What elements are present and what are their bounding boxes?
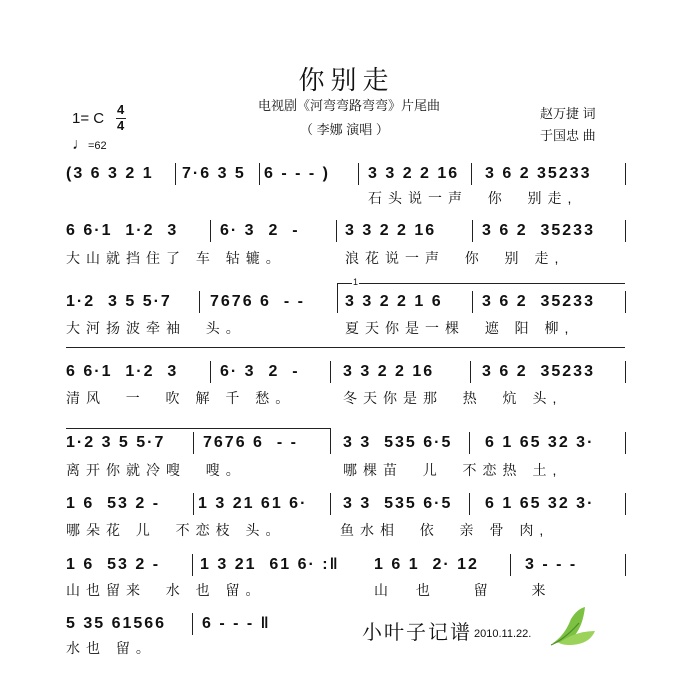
lyrics-line: 哪棵苗 儿 不恋热 土,	[343, 462, 563, 478]
measure: 1 3 21 61 6·	[198, 495, 308, 512]
measure: 7676 6 - -	[210, 293, 305, 310]
measure: 1 6 1 2· 12	[374, 556, 479, 573]
time-sig-bottom: 4	[117, 118, 125, 133]
measure: 7676 6 - -	[203, 434, 298, 451]
measure: 5 35 61566	[66, 615, 167, 632]
measure: 3 3 2 2 16	[345, 222, 437, 239]
measure: 1 6 53 2 -	[66, 495, 161, 512]
subtitle: 电视剧《河弯弯路弯弯》片尾曲	[258, 98, 441, 113]
measure: 6 6·1 1·2 3	[66, 222, 179, 239]
lyrics-line: 哪朵花 儿 不恋枝 头。	[66, 522, 286, 538]
staff-row-3	[0, 291, 693, 317]
staff-row-6	[0, 493, 693, 519]
measure: 3 - - -	[525, 556, 578, 573]
time-sig-top: 4	[117, 102, 125, 117]
staff-row-7	[0, 554, 693, 580]
measure: 6 6·1 1·2 3	[66, 363, 179, 380]
measure: 6 1 65 32 3·	[485, 434, 595, 451]
measure: 3 6 2 35233	[482, 293, 595, 310]
quarter-note-icon: ♩	[72, 136, 88, 153]
measure: 1 6 53 2 -	[66, 556, 161, 573]
lyrics-line: 大河扬波牵袖 头。	[66, 320, 246, 336]
lyrics-line: 水也 留。	[66, 640, 156, 656]
lyrics-line: 夏天你是一棵 遮 阳 柳,	[345, 320, 575, 336]
measure: 3 3 535 6·5	[343, 495, 453, 512]
lyrics-line: 山 也 留 来	[374, 582, 558, 598]
tempo: =62	[88, 140, 107, 152]
signature: 小叶子记谱	[362, 620, 472, 644]
measure: 6 - - - ‖	[202, 615, 271, 632]
song-title: 你别走	[298, 65, 395, 95]
staff-row-1	[0, 163, 693, 189]
lyrics-line: 大山就挡住了 车 轱辘。	[66, 250, 286, 266]
performer: （ 李娜 演唱 ）	[300, 122, 389, 137]
lyrics-line: 山也留来 水 也 留。	[66, 582, 266, 598]
measure: 7·6 3 5	[182, 165, 246, 182]
measure: 3 3 535 6·5	[343, 434, 453, 451]
measure: 6 1 65 32 3·	[485, 495, 595, 512]
measure: 3 6 2 35233	[482, 222, 595, 239]
lyrics-line: 离开你就冷嗖 嗖。	[66, 462, 246, 478]
staff-row-2	[0, 220, 693, 246]
lyrics-line: 鱼水相 依 亲 骨 肉,	[340, 522, 550, 538]
staff-row-4	[0, 361, 693, 387]
measure: 3 6 2 35233	[482, 363, 595, 380]
measure: 3 3 2 2 16	[368, 165, 460, 182]
leaf-icon	[545, 605, 600, 650]
measure: 1·2 3 5 5·7	[66, 293, 172, 310]
composer: 于国忠 曲	[540, 128, 596, 143]
measure: 3 3 2 2 1 6	[345, 293, 443, 310]
lyricist: 赵万捷 词	[540, 106, 596, 121]
date: 2010.11.22.	[474, 628, 532, 640]
measure: (3 6 3 2 1	[66, 165, 154, 182]
lyrics-line: 石头说一声 你 别走,	[368, 190, 578, 206]
measure: 6· 3 2 -	[220, 222, 300, 239]
measure: 3 6 2 35233	[485, 165, 592, 182]
lyrics-line: 冬天你是那 热 炕 头,	[343, 390, 563, 406]
measure: 1·2 3 5 5·7	[66, 434, 166, 451]
lyrics-line: 浪花说一声 你 别 走,	[345, 250, 565, 266]
volta-number: 1	[353, 277, 359, 287]
staff-row-5	[0, 432, 693, 458]
measure: 6· 3 2 -	[220, 363, 300, 380]
lyrics-line: 清风 一 吹 解 千 愁。	[66, 390, 296, 406]
measure: 1 3 21 61 6· :‖	[200, 556, 340, 573]
measure: 3 3 2 2 16	[343, 363, 435, 380]
measure: 6 - - - )	[264, 165, 330, 182]
key-signature: 1= C	[72, 110, 105, 127]
